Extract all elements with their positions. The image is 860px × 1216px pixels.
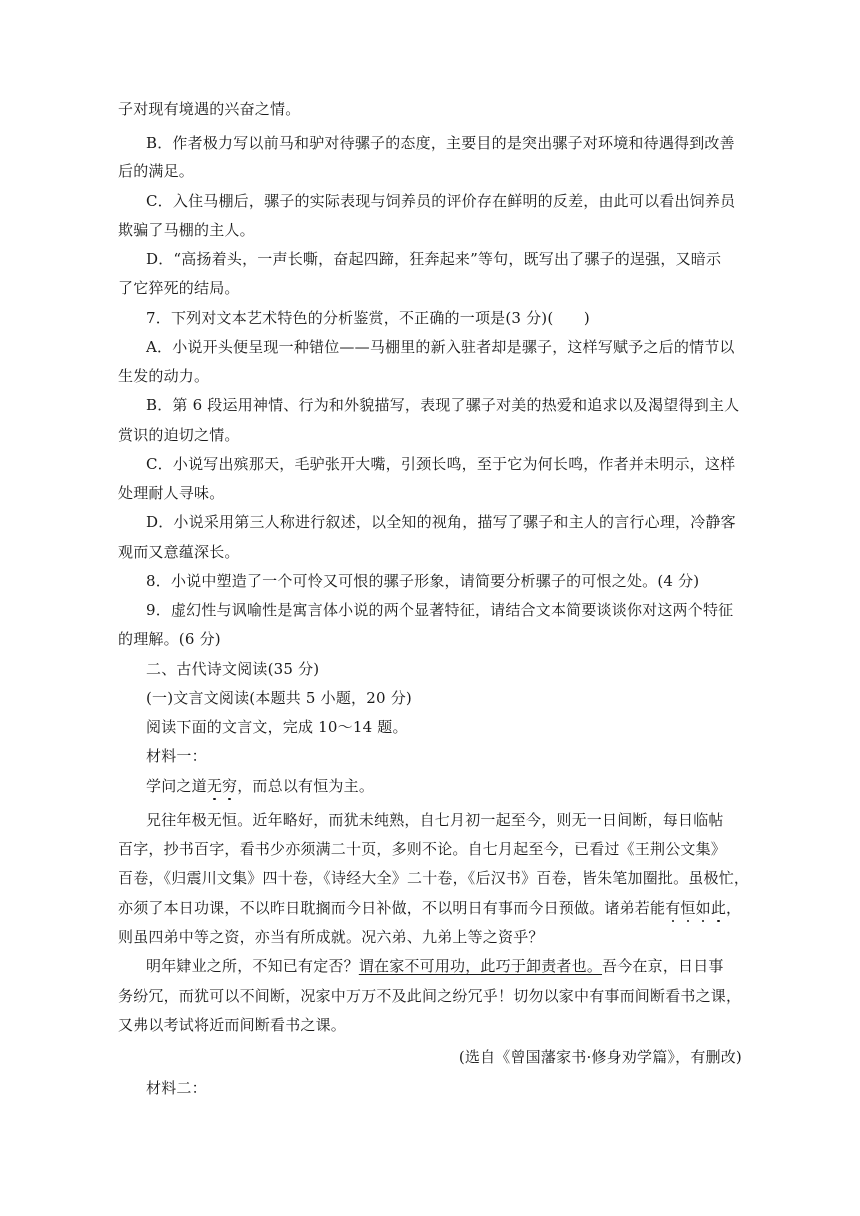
option-c-line: C．入住马棚后，骡子的实际表现与饲养员的评价存在鲜明的反差，由此可以看出饲养员 <box>146 192 736 210</box>
text-line: 则虽四弟中等之资，亦当有所成就。况六弟、九弟上等之资乎？ <box>118 928 544 946</box>
text-line: 兄往年极无恒。近年略好，而犹未纯熟，自七月初一起至今，则无一日间断，每日临帖 <box>146 811 724 829</box>
emphasis-dot-char: 穷 <box>222 777 238 795</box>
text-line: 百卷，《归震川文集》四十卷，《诗经大全》二十卷，《后汉书》百卷，皆朱笔加圈批。虽极忙， <box>118 869 750 887</box>
text-span: 明年肄业之所，不知已有定否？ <box>146 957 359 975</box>
text-span: 学问之道 <box>146 777 207 795</box>
text-line: 务纷冗，而犹可以不间断，况家中万万不及此间之纷冗乎！切勿以家中有事而间断看书之课， <box>118 987 742 1005</box>
emphasis-dot-char: 此 <box>710 899 727 917</box>
text-line <box>146 775 770 797</box>
text-line: 赏识的迫切之情。 <box>118 426 240 444</box>
option-b-line: B．第 6 段运用神情、行为和外貌描写，表现了骡子对美的热爱和追求以及渴望得到主人 <box>146 396 740 414</box>
question-8: 8．小说中塑造了一个可怜又可恨的骡子形象，请简要分析骡子的可恨之处。(4 分) <box>146 572 700 590</box>
text-line: 又弗以考试将近而间断看书之课。 <box>118 1016 347 1034</box>
question-9: 9．虚幻性与讽喻性是寓言体小说的两个显著特征，请结合文本简要谈谈你对这两个特征 <box>146 601 734 619</box>
text-line: 子对现有境遇的兴奋之情。 <box>118 100 301 118</box>
text-span: 吾今在京，日日事 <box>602 957 724 975</box>
emphasis-dot-char: 恒 <box>680 899 696 917</box>
question-7: 7．下列对文本艺术特色的分析鉴赏，不正确的一项是(3 分)( ) <box>146 309 590 327</box>
text-line <box>146 955 770 977</box>
underlined-sentence: 谓在家不可用功，此巧于卸责者也。 <box>358 957 603 975</box>
section-heading: 二、古代诗文阅读(35 分) <box>146 660 320 678</box>
text-line <box>118 897 742 919</box>
text-span: ， <box>726 899 742 917</box>
emphasis-dot-phrase <box>665 899 726 917</box>
text-line: 后的满足。 <box>118 162 195 180</box>
option-a-line: A．小说开头便呈现一种错位——马棚里的新入驻者却是骡子，这样写赋予之后的情节以 <box>146 338 735 356</box>
option-c-line: C．小说写出殡那天，毛驴张开大嘴，引颈长鸣，至于它为何长鸣，作者并未明示，这样 <box>146 455 736 473</box>
text-line: 了它猝死的结局。 <box>118 279 240 297</box>
material-label: 材料二： <box>146 1079 207 1097</box>
text-line: 观而又意蕴深长。 <box>118 543 240 561</box>
subsection-heading: (一)文言文阅读(本题共 5 小题，20 分) <box>146 689 412 707</box>
option-d-line: D．小说采用第三人称进行叙述，以全知的视角，描写了骡子和主人的言行心理，冷静客 <box>146 513 736 531</box>
text-line: 处理耐人寻味。 <box>118 484 225 502</box>
text-span: 亦须了本日功课，不以昨日耽搁而今日补做，不以明日有事而今日预做。诸弟若能 <box>118 899 666 917</box>
text-line: 生发的动力。 <box>118 367 210 385</box>
emphasis-dot-char: 无 <box>206 777 223 795</box>
source-citation: (选自《曾国藩家书·修身劝学篇》，有删改) <box>458 1048 742 1066</box>
option-b-line: B．作者极力写以前马和驴对待骡子的态度，主要目的是突出骡子对环境和待遇得到改善 <box>146 134 735 152</box>
emphasis-dot-char: 有 <box>665 899 681 917</box>
text-line: 百字，抄书百字，看书少亦须满二十页，多则不论。自七月起至今，已看过《王荆公文集》 <box>118 840 727 858</box>
instruction-line: 阅读下面的文言文，完成 10～14 题。 <box>146 718 408 736</box>
text-span: ，而总以有恒为主。 <box>237 777 375 795</box>
emphasis-dot-char: 如 <box>695 899 711 917</box>
text-line: 欺骗了马棚的主人。 <box>118 221 255 239</box>
option-d-line: D．“高扬着头，一声长嘶，奋起四蹄，狂奔起来”等句，既写出了骡子的逞强，又暗示 <box>146 250 722 268</box>
material-label: 材料一： <box>146 747 207 765</box>
text-line: 的理解。(6 分) <box>118 630 221 648</box>
